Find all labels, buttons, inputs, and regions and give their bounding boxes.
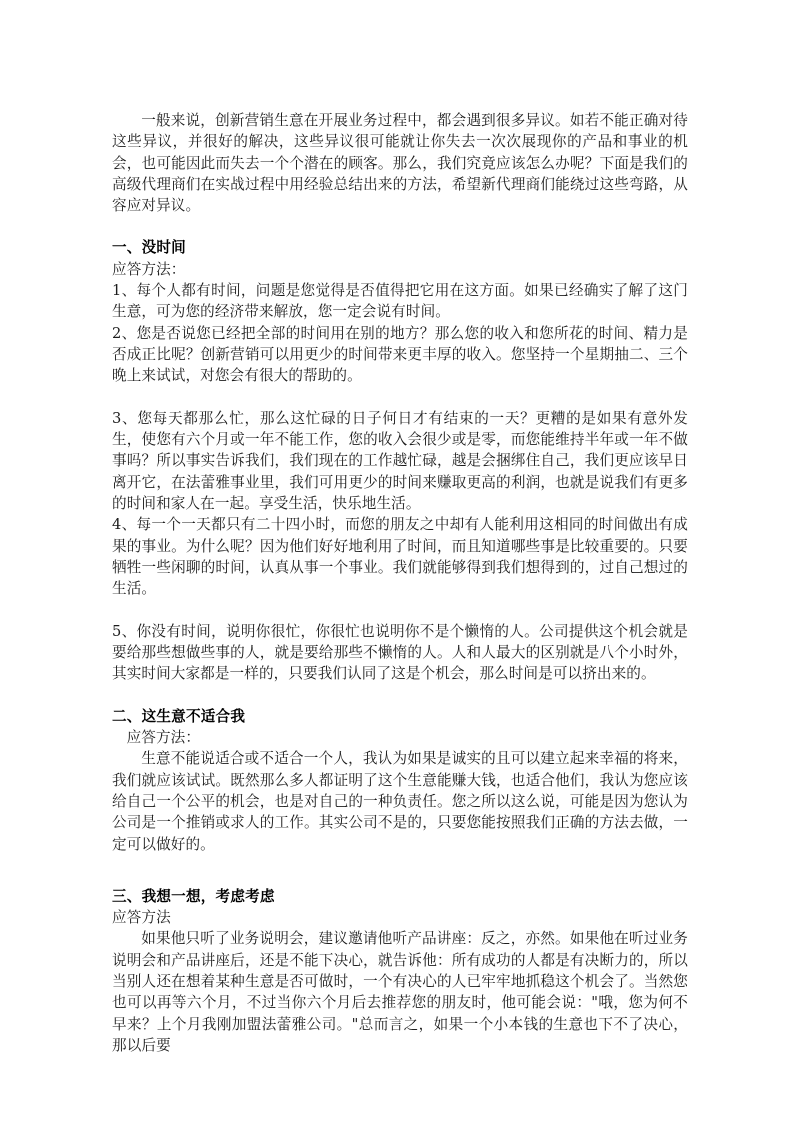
section-heading-1: 一、没时间 [112, 239, 186, 257]
spacer [112, 216, 688, 237]
spacer [112, 685, 688, 706]
section-2-method-label: 应答方法： [126, 729, 201, 747]
document-content [112, 110, 688, 1056]
section-1-item-2: 2、您是否说您已经把全部的时间用在别的地方？那么您的收入和您所花的时间、精力是否成正比呢？创新营销可以用更少的时间带来更丰厚的收入。您坚持一个星期抽二、三个晚上来试试，对您会有很大的帮助的。 [112, 324, 688, 385]
spacer [112, 600, 688, 621]
section-2-item-1: 生意不能说适合或不适合一个人，我认为如果是诚实的且可以建立起来幸福的将来，我们就应该试试。既然那么多人都证明了这个生意能赚大钱，也适合他们，我认为您应该给自己一个公平的机会，也是对自己的一种负责任。您之所以这么说，可能是因为您认为公司是一个推销或求人的工作。其实公司不是的，只要您能按照我们正确的方法去做，一定可以做好的。 [112, 750, 688, 853]
spacer [112, 387, 688, 408]
section-1-item-1: 1、每个人都有时间，问题是您觉得是否值得把它用在这方面。如果已经确实了解了这门生意，可为您的经济带来解放，您一定会说有时间。 [112, 282, 688, 321]
section-1-item-4: 4、每一个一天都只有二十四小时，而您的朋友之中却有人能利用这相同的时间做出有成果的事业。为什么呢？因为他们好好地利用了时间，而且知道哪些事是比较重要的。只要牺牲一些闲聊的时间，认真从事一个事业。我们就能够得到我们想得到的，过自己想过的生活。 [112, 516, 688, 598]
section-heading-2: 二、这生意不适合我 [112, 707, 246, 725]
section-3-item-1: 如果他只听了业务说明会，建议邀请他听产品讲座：反之，亦然。如果他在听过业务说明会和产品讲座后，还是不能下决心，就告诉他：所有成功的人都是有决断力的，所以当别人还在想着某种生意是否可做时，一个有决心的人已牢牢地抓稳这个机会了。当然您也可以再等六个月，不过当你六个月后去推荐您的朋友时，他可能会说："哦，您为何不早来？上个月我刚加盟法蕾雅公司。"总而言之，如果一个小本钱的生意也下不了决心，那以后要 [112, 930, 688, 1054]
section-1-item-5: 5、你没有时间，说明你很忙，你很忙也说明你不是个懒惰的人。公司提供这个机会就是要给那些想做些事的人，就是要给那些不懒惰的人。人和人最大的区别就是八个小时外，其实时间大家都是一样的，只要我们认同了这是个机会，那么时间是可以挤出来的。 [112, 622, 688, 683]
section-heading-3: 三、我想一想，考虑考虑 [112, 887, 275, 905]
spacer [112, 855, 688, 876]
intro-paragraph: 一般来说，创新营销生意在开展业务过程中，都会遇到很多异议。如若不能正确对待这些异议，并很好的解决，这些异议很可能就让你失去一次次展现你的产品和事业的机会，也可能因此而失去一个个潜在的顾客。那么，我们究竟应该怎么办呢？下面是我们的高级代理商们在实战过程中用经验总结出来的方法，希望新代理商们能绕过这些弯路，从容应对异议。 [112, 112, 688, 215]
section-1-item-3: 3、您每天都那么忙，那么这忙碌的日子何日才有结束的一天？更糟的是如果有意外发生，使您有六个月或一年不能工作，您的收入会很少或是零，而您能维持半年或一年不做事吗？所以事实告诉我们，我们现在的工作越忙碌，越是会捆绑住自己，我们更应该早日离开它，在法蕾雅事业里，我们可用更少的时间来赚取更高的利润，也就是说我们有更多的时间和家人在一起。享受生活，快乐地生活。 [112, 409, 688, 513]
spacer [112, 876, 688, 886]
section-1-method-label: 应答方法： [112, 260, 186, 278]
section-3-method-label: 应答方法 [112, 909, 171, 927]
